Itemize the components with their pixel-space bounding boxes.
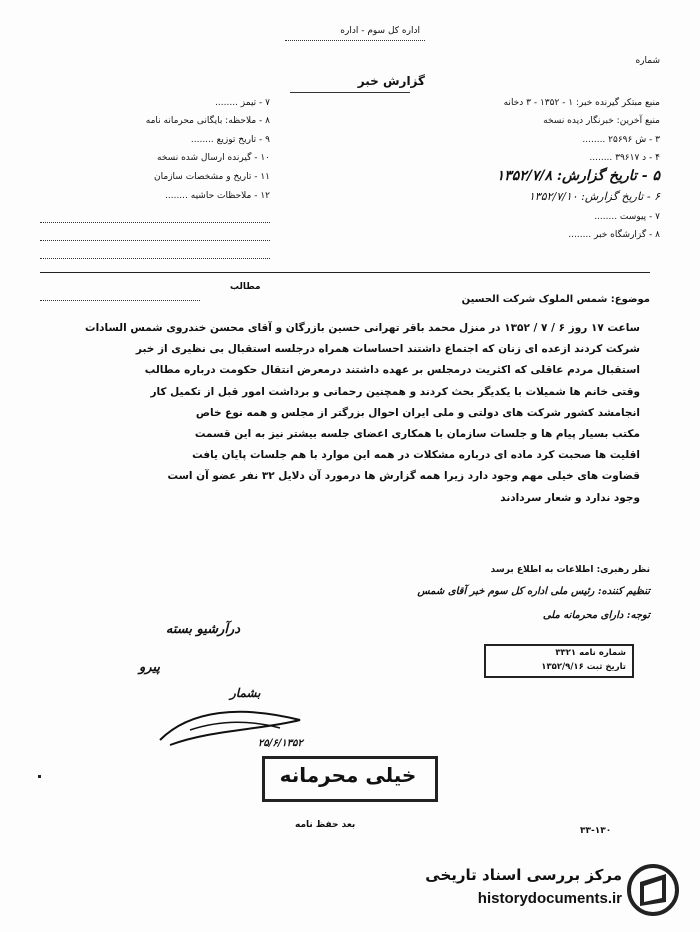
form-right-line: ۷ - پیوست ........ (594, 212, 660, 222)
title-underline (290, 92, 410, 93)
form-left-line: ۱۲ - ملاحظات حاشیه ........ (165, 191, 270, 201)
stamp-line-2: تاریخ ثبت ۱۳۵۲/۹/۱۶ (541, 662, 626, 672)
body-line: شرکت کردند ازعده ای زنان که اجتماع داشتند احساسات همراه درجلسه استقبال بی نظیری از خبر (135, 343, 640, 356)
signature: بشمار (230, 686, 261, 700)
form-left-blank-line (40, 222, 270, 223)
brand-logo-icon (626, 862, 680, 918)
form-right-line-handwritten: ۵ - تاریخ گزارش: ۱۳۵۲/۷/۸ (496, 168, 660, 184)
form-left-line: ۱۰ - گیرنده ارسال شده نسخه (157, 153, 270, 163)
form-right-line: ۴ - د ۳۹۶۱۷ ........ (589, 153, 660, 163)
form-right-line-handwritten: ۶ - تاریخ گزارش: ۱۳۵۲/۷/۱۰ (528, 190, 660, 203)
header-dots (285, 40, 425, 41)
form-right-line: منبع مبتکر گیرنده خبر: ۱ - ۱۳۵۲ - ۳ دخانه (503, 98, 660, 108)
classification-date: ۲۵/۶/۱۳۵۲ (258, 738, 303, 749)
body-line: استقبال مردم عاقلی که اکثریت درمجلس بر عهده داشتند درمعرض انتقال حکومت درباره مطالب (144, 364, 640, 377)
body-line: اقلیت ها صحبت کرد ماده ای درباره مشکلات در همه این موارد با هم جلسات پایان یافت (192, 449, 640, 462)
form-right-line: ۳ - ش ۲۵۶۹۶ ........ (582, 135, 660, 145)
header-number-label: شماره (635, 56, 660, 66)
bottom-caption: بعد حفظ نامه (295, 820, 356, 830)
handwritten-note-follow: پیرو (139, 660, 160, 675)
subject-left: مطالب (230, 282, 261, 292)
footer-note-3: توجه: دارای محرمانه ملی (542, 610, 650, 621)
report-body (40, 318, 640, 509)
body-line: وجود ندارد و شعار سردادند (500, 491, 640, 504)
footer-note-1: نظر رهبری: اطلاعات به اطلاع برسد (490, 565, 650, 575)
registration-stamp (484, 644, 634, 678)
body-line: قضاوت های خیلی مهم وجود دارد زیرا همه گزارش ها درمورد آن دلایل ۳۲ نفر عضو آن است (167, 470, 640, 483)
form-left-blank-line (40, 258, 270, 259)
form-left-blank-line (40, 240, 270, 241)
stamp-line-1: شماره نامه ۳۳۲۱ (555, 648, 626, 658)
header-title: گزارش خبر (357, 74, 425, 88)
body-line: مکتب بسیار پیام ها و جلسات سازمان با همکاری اعضای جلسه بیشتر نیز به این قسمت (194, 428, 640, 441)
handwritten-note-archive: درآرشیو بسته (165, 622, 240, 637)
brand-url: historydocuments.ir (477, 890, 622, 907)
form-left-line: ۸ - ملاحظه: بایگانی محرمانه نامه (145, 116, 270, 126)
form-left-line: ۹ - تاریخ توزیع ........ (190, 135, 270, 145)
subject-right: موضوع: شمس الملوک شرکت الحسین (461, 294, 650, 305)
form-right-line: منبع آخرین: خبرنگار دیده نسخه (543, 116, 660, 126)
brand-watermark (400, 862, 680, 922)
form-left-line: ۷ - تیمز ........ (215, 98, 270, 108)
classification-label: خیلی محرمانه (279, 763, 417, 787)
body-line: انجامشد کشور شرکت های دولتی و ملی ایران احوال بزرگتر از مجلس و همه نوع خاص (195, 406, 640, 419)
classification-stamp (262, 756, 438, 802)
subject-dots (40, 300, 200, 301)
form-right-line: ۸ - گزارشگاه خبر ........ (568, 230, 660, 240)
form-left-line: ۱۱ - تاریخ و مشخصات سازمان (154, 172, 270, 182)
header-divider (40, 272, 650, 273)
brand-name: مرکز بررسی اسناد تاریخی (425, 866, 622, 884)
footer-note-2: تنظیم کننده: رئیس ملی اداره کل سوم خبر آقای شمس (417, 586, 650, 597)
bottom-code: ۳۳-۱۳۰ (580, 826, 612, 836)
body-line: ساعت ۱۷ روز ۶ / ۷ / ۱۳۵۲ در منزل محمد باقر تهرانی حسین بازرگان و آقای محسن خندروی شمس السادات (85, 322, 640, 334)
punch-dot (38, 775, 41, 778)
body-line: وقتی خانم ها شمیلات با یکدیگر بحث کردند و همچنین رحمانی و برداشت امور قبل از تکمیل کار (150, 385, 640, 398)
header-top-center: اداره کل سوم - اداره (340, 26, 420, 36)
